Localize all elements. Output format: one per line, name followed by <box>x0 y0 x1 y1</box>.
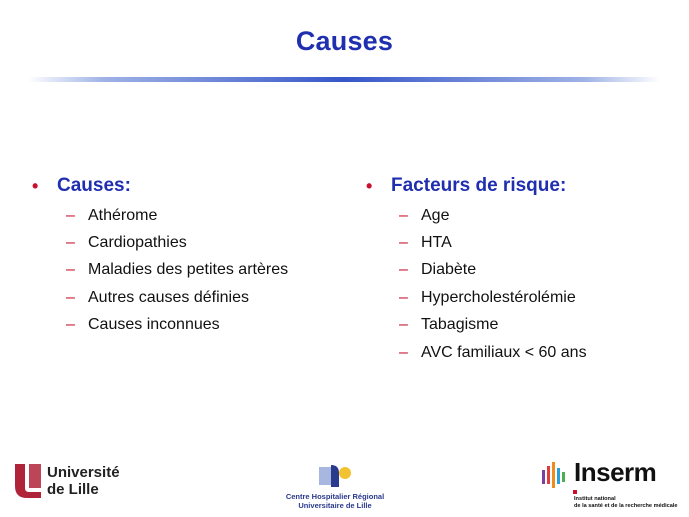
list-item <box>32 229 288 256</box>
dash-icon: – <box>66 288 75 306</box>
dash-icon: – <box>399 234 408 252</box>
university-lille-name <box>47 464 120 498</box>
dash-icon: – <box>66 206 75 224</box>
list-item <box>366 202 587 229</box>
list-item-text: Maladies des petites artères <box>88 261 289 279</box>
title-underline <box>28 77 660 82</box>
inserm-subtitle <box>574 496 678 509</box>
list-item-text: Athérome <box>88 206 158 224</box>
list-item-text: Hypercholestérolémie <box>421 288 576 306</box>
risk-factors-column <box>366 172 587 366</box>
bullet-icon: • <box>366 175 373 196</box>
list-item-text: Cardiopathies <box>88 234 187 252</box>
list-item <box>366 229 587 256</box>
risk-factors-heading: Facteurs de risque: <box>391 175 567 196</box>
lille-line-2: de Lille <box>47 481 99 498</box>
list-item <box>32 312 288 339</box>
list-item-text: HTA <box>421 234 452 252</box>
list-item-text: AVC familiaux < 60 ans <box>421 343 587 361</box>
causes-bullet <box>32 172 288 200</box>
list-item-text: Autres causes définies <box>88 288 249 306</box>
dash-icon: – <box>399 316 408 334</box>
dash-icon: – <box>66 316 75 334</box>
chr-line-2: Universitaire de Lille <box>298 501 372 510</box>
list-item-text: Causes inconnues <box>88 316 220 334</box>
list-item-text: Age <box>421 206 450 224</box>
inserm-name: Inserm <box>574 457 657 487</box>
risk-factors-bullet <box>366 172 587 200</box>
inserm-line-1: Institut national <box>574 496 616 502</box>
list-item <box>32 202 288 229</box>
chr-line-1: Centre Hospitalier Régional <box>285 492 385 501</box>
inserm-red-mark <box>573 490 577 494</box>
list-item <box>366 312 587 339</box>
inserm-logo <box>541 457 681 515</box>
university-lille-logo-icon <box>13 462 43 500</box>
university-lille-logo <box>13 462 133 502</box>
list-item <box>366 339 587 366</box>
lille-line-1: Université <box>47 464 120 481</box>
list-item-text: Tabagisme <box>421 316 499 334</box>
list-item <box>32 284 288 311</box>
dash-icon: – <box>66 234 75 252</box>
causes-list <box>32 202 288 339</box>
dash-icon: – <box>399 261 408 279</box>
dash-icon: – <box>399 288 408 306</box>
dash-icon: – <box>399 343 408 361</box>
dash-icon: – <box>399 206 408 224</box>
chr-lille-logo-icon <box>317 463 353 491</box>
dash-icon: – <box>66 261 75 279</box>
slide-title: Causes <box>295 26 394 56</box>
list-item-text: Diabète <box>421 261 477 279</box>
list-item <box>366 284 587 311</box>
list-item <box>32 257 288 284</box>
inserm-logo-icon <box>541 462 567 490</box>
chr-lille-logo <box>280 463 390 513</box>
chr-lille-name <box>280 492 390 510</box>
list-item <box>366 257 587 284</box>
inserm-line-2: de la santé et de la recherche médicale <box>574 502 678 509</box>
causes-heading: Causes: <box>57 175 131 196</box>
risk-factors-list <box>366 202 587 366</box>
causes-column <box>32 172 288 339</box>
bullet-icon: • <box>32 175 39 196</box>
